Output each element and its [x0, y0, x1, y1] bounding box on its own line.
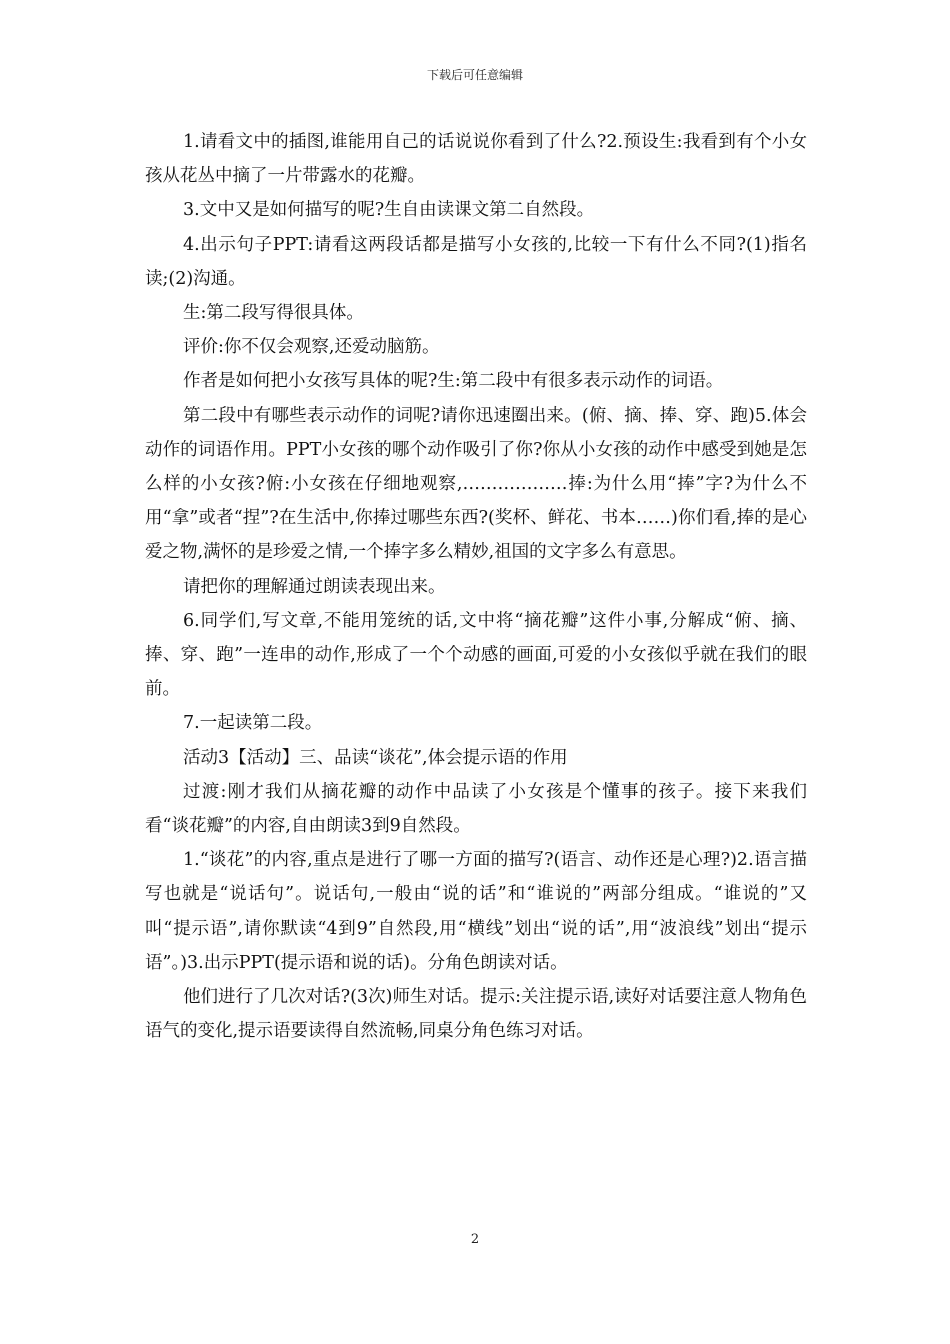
paragraph: 请把你的理解通过朗读表现出来。 [183, 576, 446, 597]
paragraph: 6.同学们,写文章,不能用笼统的话,文中将“摘花瓣”这件小事,分解成“俯、摘、捧、穿、跑”一连串的动作,形成了一个个动感的画面,可爱的小女孩似乎就在我们的眼前。 [145, 610, 807, 700]
paragraph: 3.文中又是如何描写的呢?生自由读课文第二自然段。 [183, 200, 595, 221]
document-body [145, 125, 807, 1048]
paragraph: 4.出示句子PPT:请看这两段话都是描写小女孩的,比较一下有什么不同?(1)指名读;(2)沟通。 [145, 234, 807, 289]
paragraph: 生:第二段写得很具体。 [183, 303, 364, 324]
paragraph: 评价:你不仅会观察,还爱动脑筋。 [183, 337, 440, 358]
page-number: 2 [470, 1232, 480, 1247]
paragraph: 1.请看文中的插图,谁能用自己的话说说你看到了什么?2.预设生:我看到有个小女孩从花丛中摘了一片带露水的花瓣。 [145, 132, 807, 187]
section-heading: 活动3【活动】三、品读“谈花”,体会提示语的作用 [183, 747, 568, 768]
paragraph: 7.一起读第二段。 [183, 713, 323, 734]
paragraph: 过渡:刚才我们从摘花瓣的动作中品读了小女孩是个懂事的孩子。接下来我们看“谈花瓣”的内容,自由朗读3到9自然段。 [145, 781, 807, 837]
paragraph: 第二段中有哪些表示动作的词呢?请你迅速圈出来。(俯、摘、捧、穿、跑)5.体会动作的词语作用。PPT小女孩的哪个动作吸引了你?你从小女孩的动作中感受到她是怎么样的小女孩?俯:小女孩在仔细地观察,………………捧:为什么用“捧”字?为什么不用“拿”或者“捏”?在生活中,你捧过哪些东西?(奖杯、鲜花、书本……)你们看,捧的是心爱之物,满怀的是珍爱之情,一个捧字多么精妙,祖国的文字多么有意思。 [145, 405, 807, 563]
paragraph: 作者是如何把小女孩写具体的呢?生:第二段中有很多表示动作的词语。 [183, 371, 724, 392]
page-header: 下载后可任意编辑 [426, 68, 523, 82]
paragraph: 他们进行了几次对话?(3次)师生对话。提示:关注提示语,读好对话要注意人物角色语气的变化,提示语要读得自然流畅,同桌分角色练习对话。 [145, 987, 807, 1042]
paragraph: 1.“谈花”的内容,重点是进行了哪一方面的描写?(语言、动作还是心理?)2.语言描写也就是“说话句”。说话句,一般由“说的话”和“谁说的”两部分组成。“谁说的”又叫“提示语”,请你默读“4到9”自然段,用“横线”划出“说的话”,用“波浪线”划出“提示语”。)3.出示PPT(提示语和说的话)。分角色朗读对话。 [145, 850, 807, 973]
